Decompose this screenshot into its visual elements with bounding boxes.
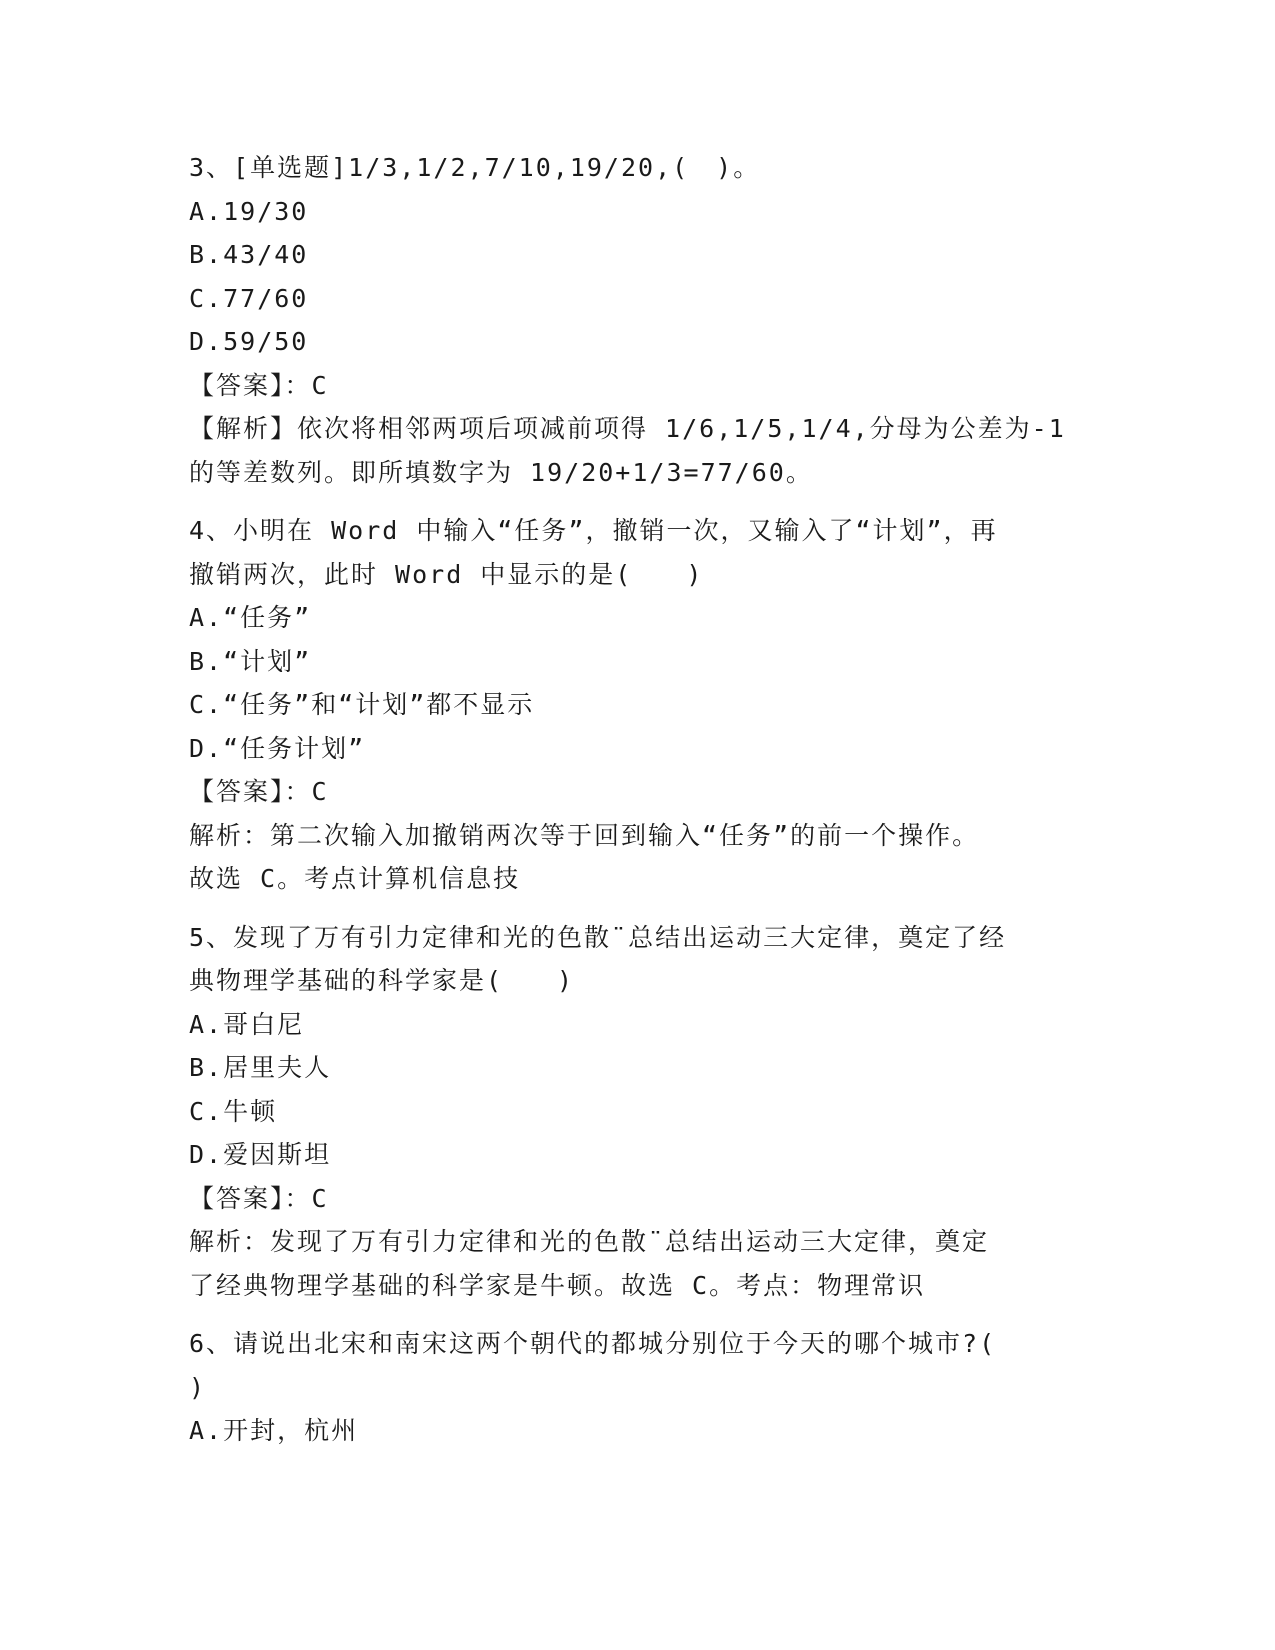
answer: 【答案】：C <box>189 777 329 806</box>
question-5 <box>189 916 1089 1308</box>
option-c: C.“任务”和“计划”都不显示 <box>189 690 535 719</box>
option-a: A.“任务” <box>189 603 312 632</box>
option-d: D.“任务计划” <box>189 733 366 763</box>
answer: 【答案】：C <box>189 370 329 400</box>
option-b: B.“计划” <box>189 646 312 676</box>
question-3 <box>189 146 1089 494</box>
option-c: C.77/60 <box>189 283 309 313</box>
explanation-line: 解析：第二次输入加撤销两次等于回到输入“任务”的前一个操作。 <box>189 820 980 850</box>
explanation-line: 了经典物理学基础的科学家是牛顿。故选 C。考点：物理常识 <box>189 1270 926 1300</box>
option-c: C.牛顿 <box>189 1096 278 1126</box>
answer: 【答案】：C <box>189 1183 329 1213</box>
option-b: B.43/40 <box>189 240 309 269</box>
option-a: A.开封，杭州 <box>189 1416 359 1445</box>
question-4 <box>189 509 1089 901</box>
question-stem: ) <box>189 1372 207 1402</box>
option-b: B.居里夫人 <box>189 1053 332 1082</box>
question-stem: 6、请说出北宋和南宋这两个朝代的都城分别位于今天的哪个城市?( <box>189 1329 997 1358</box>
option-d: D.59/50 <box>189 327 309 356</box>
option-a: A.哥白尼 <box>189 1009 305 1039</box>
question-stem: 4、小明在 Word 中输入“任务”，撤销一次，又输入了“计划”，再 <box>189 516 998 545</box>
question-list <box>189 146 1089 1468</box>
question-stem: 典物理学基础的科学家是( ) <box>189 966 575 995</box>
question-stem: 3、[单选题]1/3,1/2,7/10,19/20,( )。 <box>189 153 761 182</box>
question-6 <box>189 1322 1089 1453</box>
option-d: D.爱因斯坦 <box>189 1140 332 1169</box>
question-stem: 5、发现了万有引力定律和光的色散¨总结出运动三大定律，奠定了经 <box>189 922 1007 952</box>
question-stem: 撤销两次，此时 Word 中显示的是( ) <box>189 559 704 589</box>
option-a: A.19/30 <box>189 196 309 226</box>
explanation-line: 故选 C。考点计算机信息技 <box>189 864 521 893</box>
explanation-line: 解析：发现了万有引力定律和光的色散¨总结出运动三大定律，奠定 <box>189 1227 990 1256</box>
explanation-line: 【解析】依次将相邻两项后项减前项得 1/6,1/5,1/4,分母为公差为-1 <box>189 414 1066 443</box>
explanation-line: 的等差数列。即所填数字为 19/20+1/3=77/60。 <box>189 457 813 487</box>
